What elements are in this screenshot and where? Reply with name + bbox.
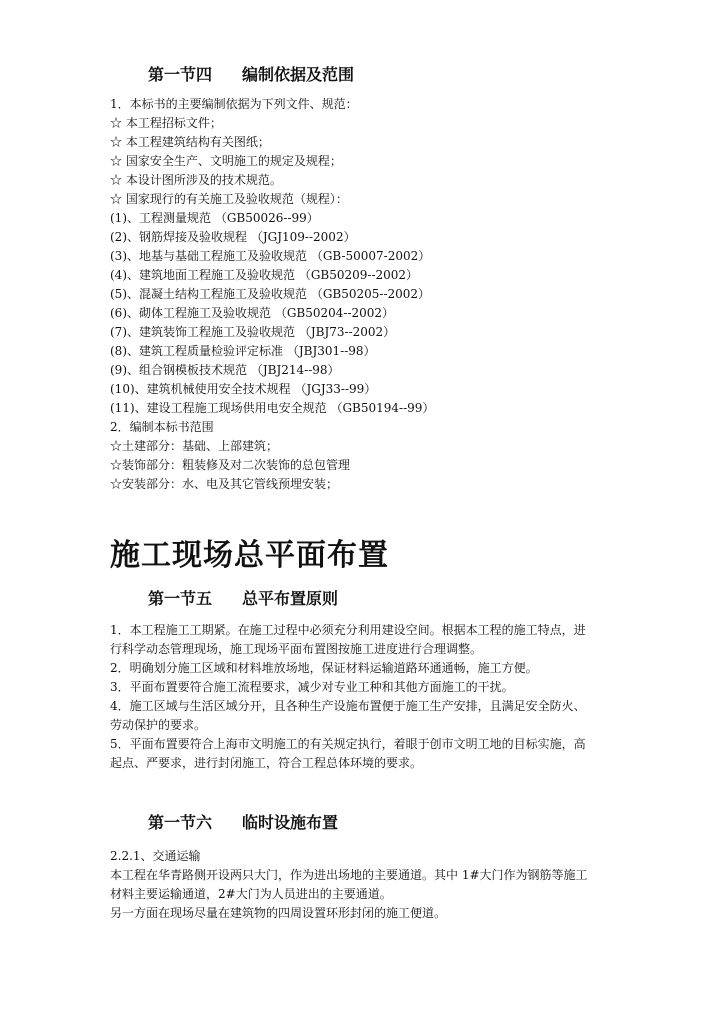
text-line: ☆ 本工程招标文件； (110, 116, 222, 130)
basis-list (110, 95, 620, 494)
text-line: 3．平面布置要符合施工流程要求，减少对专业工种和其他方面施工的干扰。 (110, 680, 514, 694)
text-line: 1．本标书的主要编制依据为下列文件、规范： (110, 97, 358, 111)
text-line: ☆土建部分：基础、上部建筑； (110, 439, 279, 453)
text-line: (4)、建筑地面工程施工及验收规范 （GB50209--2002） (110, 268, 419, 282)
text-line: ☆ 国家现行的有关施工及验收规范（规程）： (110, 192, 348, 206)
section-number: 第一节六 (148, 813, 213, 832)
section-number: 第一节四 (148, 65, 213, 84)
text-line: ☆装饰部分：粗装修及对二次装饰的总包管理 (110, 458, 351, 472)
text-line: 2.2.1、交通运输 (110, 849, 201, 863)
text-line: (11)、建设工程施工现场供用电安全规范 （GB50194--99） (110, 401, 435, 415)
chapter-title: 施工现场总平面布置 (110, 538, 389, 573)
section-title: 临时设施布置 (242, 813, 339, 832)
text-line: (3)、地基与基础工程施工及验收规范 （GB-50007-2002） (110, 249, 431, 263)
text-line: 劳动保护的要求。 (110, 718, 207, 732)
text-line: ☆ 本工程建筑结构有关图纸； (110, 135, 270, 149)
principles-list (110, 621, 620, 773)
text-line: 2．明确划分施工区域和材料堆放场地，保证材料运输道路环通通畅，施工方便。 (110, 661, 538, 675)
text-line: (7)、建筑装饰工程施工及验收规范 （JBJ73--2002） (110, 325, 396, 339)
section-heading-principles (148, 586, 338, 609)
text-line: 2．编制本标书范围 (110, 420, 214, 434)
text-line: 行科学动态管理现场，施工现场平面布置图按施工进度进行合理调整。 (110, 642, 483, 656)
text-line: 1．本工程施工工期紧。在施工过程中必须充分利用建设空间。根据本工程的施工特点，进 (110, 623, 586, 637)
text-line: 材料主要运输通道，2#大门为人员进出的主要通道。 (110, 887, 392, 901)
section-title: 总平布置原则 (242, 589, 339, 608)
text-line: (5)、混凝土结构工程施工及验收规范 （GB50205--2002） (110, 287, 431, 301)
text-line: ☆安装部分：水、电及其它管线预埋安装； (110, 477, 339, 491)
text-line: ☆ 国家安全生产、文明施工的规定及规程； (110, 154, 342, 168)
section-title: 编制依据及范围 (242, 65, 355, 84)
text-line: (1)、工程测量规范 （GB50026--99） (110, 211, 319, 225)
temporary-facilities-text (110, 847, 620, 923)
section-number: 第一节五 (148, 589, 213, 608)
text-line: (9)、组合钢模板技术规范 （JBJ214--98） (110, 363, 340, 377)
section-heading-temporary (148, 810, 338, 833)
text-line: 本工程在华青路侧开设两只大门，作为进出场地的主要通道。其中 1#大门作为钢筋等施工 (110, 868, 588, 882)
text-line: 4．施工区域与生活区域分开，且各种生产设施布置便于施工生产安排，且满足安全防火、 (110, 699, 586, 713)
text-line: ☆ 本设计图所涉及的技术规范。 (110, 173, 282, 187)
text-line: 另一方面在现场尽量在建筑物的四周设置环形封闭的施工便道。 (110, 906, 447, 920)
text-line: (10)、建筑机械使用安全技术规程 （JGJ33--99） (110, 382, 377, 396)
text-line: (8)、建筑工程质量检验评定标准 （JBJ301--98） (110, 344, 376, 358)
text-line: (2)、钢筋焊接及验收规程 （JGJ109--2002） (110, 230, 356, 244)
text-line: 5．平面布置要符合上海市文明施工的有关规定执行，着眼于创市文明工地的目标实施，高 (110, 737, 586, 751)
section-heading-basis (148, 62, 354, 85)
text-line: 起点、严要求，进行封闭施工，符合工程总体环境的要求。 (110, 756, 423, 770)
text-line: (6)、砌体工程施工及验收规范 （GB50204--2002） (110, 306, 395, 320)
